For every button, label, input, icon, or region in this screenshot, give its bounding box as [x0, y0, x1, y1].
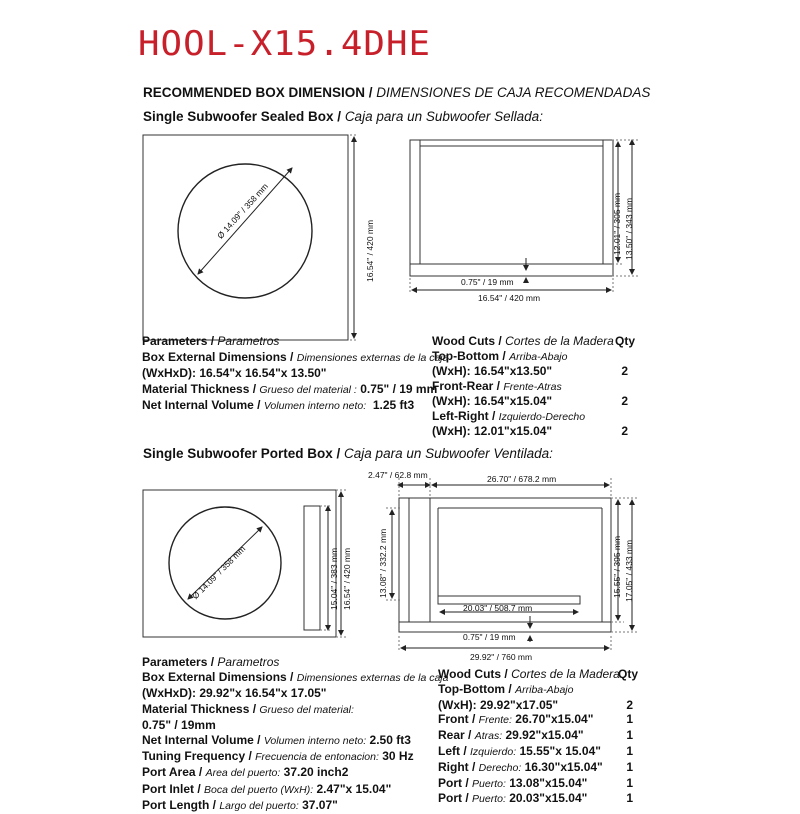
sealed-side-outer-height-label: 13.50" / 343 mm: [624, 197, 634, 260]
ported-port-length-label: 20.03" / 508.7 mm: [463, 603, 533, 613]
ported-port-width-label: 2.47" / 62.8 mm: [368, 470, 428, 480]
ported-inner-height-label: 15.04" / 383 mm: [329, 547, 339, 610]
sealed-wood-cuts: Wood Cuts / Cortes de la Madera Qty Top-Bottom / Arriba-Abajo (WxH): 16.54"x13.50" 2 Front-Rear / Frente-Atras (WxH): 16.54"x15.04" 2 Left-Right / Izquierdo-Derecho (WxH): 12.01"x15.04" 2: [432, 334, 635, 438]
sealed-side-inner-height-label: 12.01" / 305 mm: [612, 192, 622, 255]
sealed-front-height-label: 16.54" / 420 mm: [365, 219, 375, 282]
sealed-thickness-label: 0.75" / 19 mm: [461, 277, 514, 287]
ported-outer-width-label: 29.92" / 760 mm: [470, 652, 533, 662]
ported-outer-height-label: 16.54" / 420 mm: [342, 547, 352, 610]
ported-parameters: Parameters / Parametros Box External Dimensions / Dimensiones externas de la caja (WxHxD): 29.92"x 16.54"x 17.05" Material Thickness / Grueso del material: 0.75" / 19mm Net Internal Volume / Volumen interno neto: 2.50 ft3 Tuning Frequency / Frecuencia de entonacion: 30 Hz Port Area / Area del puerto: 37.20 inch2 Port Inlet / Boca del puerto (WxH): 2.47"x 15.04" Port Length / Largo del puerto: 37.07": [142, 655, 449, 812]
ported-side-view: [386, 478, 638, 652]
ported-heading: Single Subwoofer Ported Box / Caja para un Subwoofer Ventilada:: [143, 446, 553, 461]
sealed-heading: Single Subwoofer Sealed Box / Caja para un Subwoofer Sellada:: [143, 109, 543, 124]
sealed-side-width-label: 16.54" / 420 mm: [478, 293, 541, 303]
ported-diameter-label: Ø 14.09" / 358 mm: [190, 543, 248, 602]
sealed-parameters: Parameters / Parametros Box External Dimensions / Dimensiones externas de la caja (WxHxD): 16.54"x 16.54"x 13.50" Material Thickness / Grueso del material : 0.75" / 19 mm Net Internal Volume / Volumen interno neto: 1.25 ft3: [142, 334, 449, 412]
sealed-diameter-label: Ø 14.09" / 358 mm: [215, 181, 270, 241]
sealed-front-view: [143, 135, 358, 340]
main-heading: RECOMMENDED BOX DIMENSION / DIMENSIONES DE CAJA RECOMENDADAS: [143, 85, 651, 100]
ported-inner-width-label: 26.70" / 678.2 mm: [487, 474, 557, 484]
ported-front-view: [143, 490, 346, 637]
ported-side-inner-height-label: 15.55" / 395 mm: [612, 535, 622, 598]
ported-side-outer-height-label: 17.05" / 433 mm: [624, 539, 634, 602]
ported-port-height-label: 13.08" / 332.2 mm: [378, 528, 388, 598]
sealed-side-view: [410, 140, 638, 294]
ported-thickness-label: 0.75" / 19 mm: [463, 632, 516, 642]
product-title: HOOL-X15.4DHE: [138, 24, 432, 64]
ported-wood-cuts: Wood Cuts / Cortes de la Madera Qty Top-Bottom / Arriba-Abajo (WxH): 29.92"x17.05" 2 Front / Frente: 26.70"x15.04" 1 Rear / Atras: 29.92"x15.04" 1 Left / Izquierdo: 15.55"x 15.04" 1 Right / Derecho: 16.30"x15.04" 1 Port / Puerto: 13.08"x15.04" 1 Port / Puerto: 20.03"x15.04" 1: [438, 667, 638, 806]
